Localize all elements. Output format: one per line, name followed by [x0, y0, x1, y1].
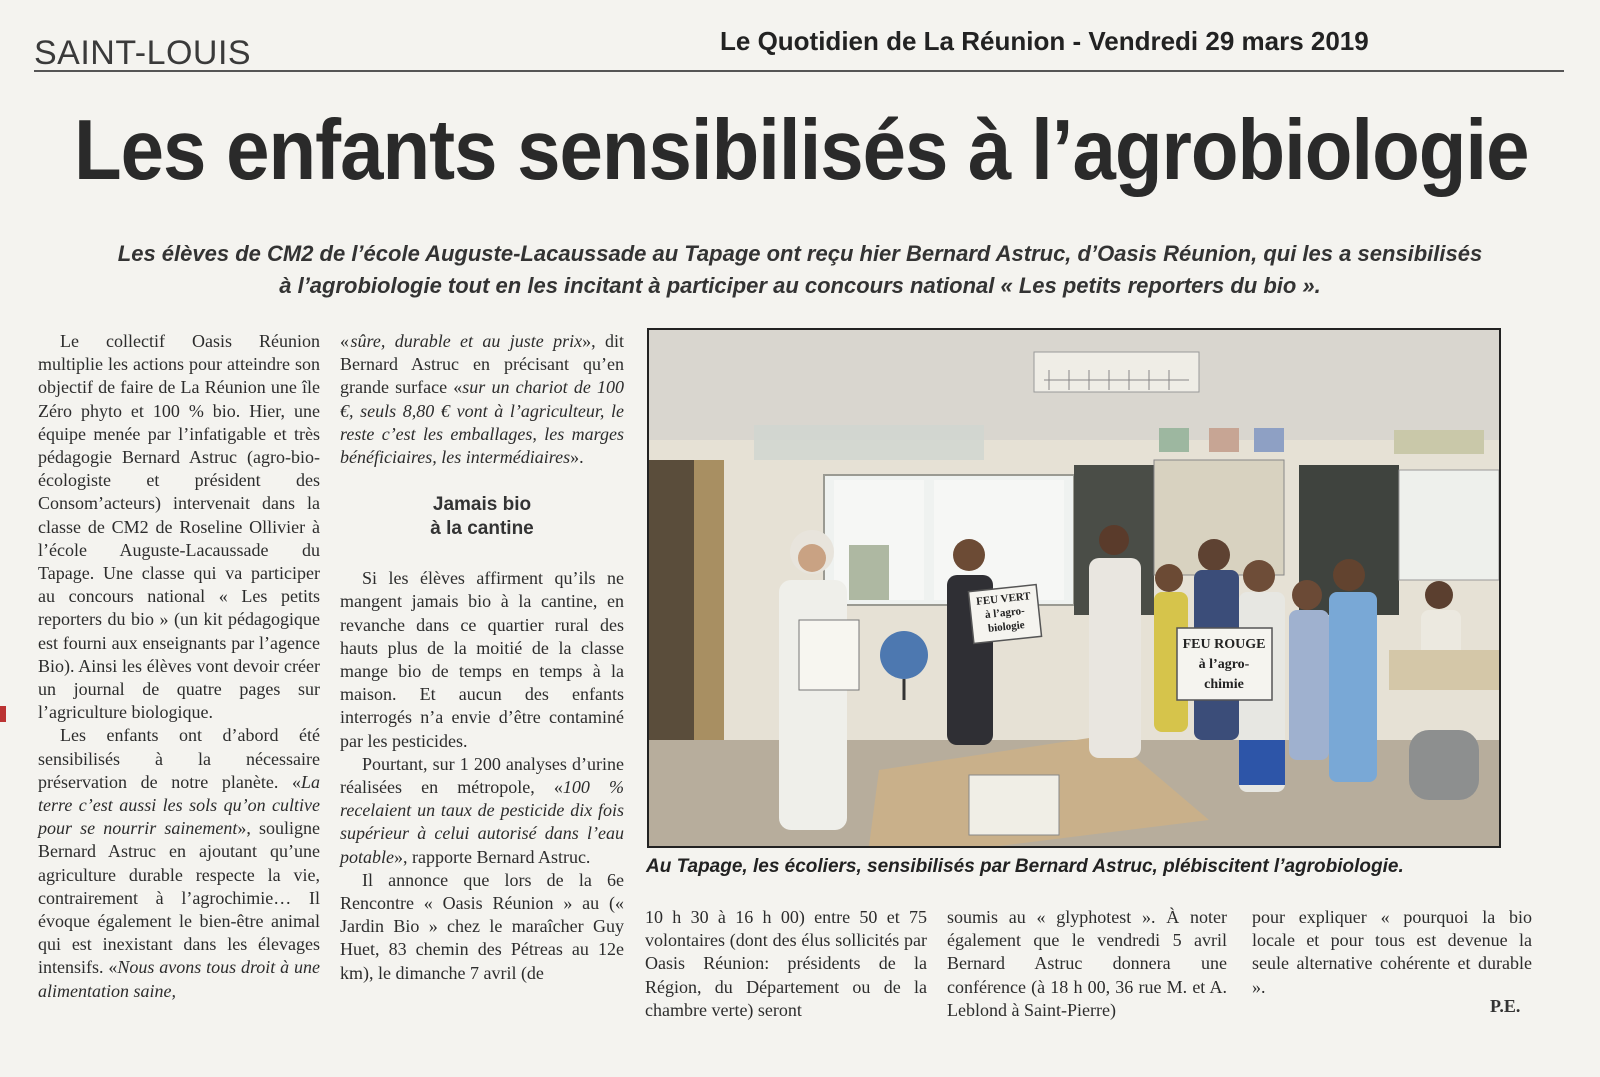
photo-caption: Au Tapage, les écoliers, sensibilisés par Bernard Astruc, plébiscitent l’agrobiologie. — [646, 856, 1404, 877]
paragraph: Le collectif Oasis Réunion multiplie les actions pour atteindre son objectif de faire de La Réunion une île Zéro phyto et 100 % bio. Hier, une équipe menée par l’infatigable et très pédagogie Bernard Astruc (agro-bio-écologiste et président des Consom’acteurs) intervenait dans la classe de CM2 de Roseline Ollivier à l’école Auguste-Lacaussade du Tapage. Une classe qui va participer au concours national « Les petits reporters du bio » (un kit pédagogique est fourni aux enseignants par l’agence Bio). Ainsi les élèves vont devoir créer un journal de quatre pages sur l’agriculture biologique. — [38, 331, 320, 723]
lead-line-1: Les élèves de CM2 de l’école Auguste-Lacaussade au Tapage ont reçu hier Bernard Astruc, d’Oasis Réunion, qui les a sensibilisés — [117, 241, 1483, 266]
article-column-1 — [38, 330, 320, 1003]
article-column-2 — [340, 330, 624, 985]
section-label: SAINT-LOUIS — [34, 34, 252, 72]
author-signature: P.E. — [1490, 996, 1521, 1016]
article-column-4 — [947, 906, 1227, 1022]
lead-line-2: à l’agrobiologie tout en les incitant à participer au concours national « Les petits reporters du bio ». — [279, 273, 1321, 298]
paragraph: pour expliquer « pourquoi la bio locale et pour tous est devenue la seule alternative cohérente et durable ». — [1252, 907, 1532, 997]
header-rule — [34, 70, 1564, 72]
sign-left-line-1: FEU VERT — [975, 590, 1032, 608]
article-column-5 — [1252, 906, 1532, 999]
sign-right-line-3: chimie — [1204, 677, 1244, 692]
paragraph: Il annonce que lors de la 6e Rencontre « Oasis Réunion » au (« Jardin Bio » chez le maraîcher Guy Huet, 83 chemin des Pétreas au 12e km), le dimanche 7 avril (de — [340, 869, 624, 983]
paragraph: 10 h 30 à 16 h 00) entre 50 et 75 volontaires (dont des élus sollicités par Oasis Réunion: présidents de la Région, du Département ou de la chambre verte) seront — [645, 907, 927, 1020]
paragraph: « sûre, durable et au juste prix», dit Bernard Astruc en précisant qu’en grande surface «sur un chariot de 100 €, seuls 8,80 € vont à l’agriculteur, le reste c’est les emballages, les marges bénéficiaires, les intermédiaires». — [340, 331, 625, 468]
quote: La terre c’est aussi les sols qu’on cultive pour se nourrir sainement — [38, 771, 320, 839]
paragraph: Si les élèves affirment qu’ils ne mangent jamais bio à la cantine, en revanche dans ce quartier rural des hauts plus de la moitié de la classe mange bio de temps en temps à la maison. Et aucun des enfants interrogés n’a envie d’être contaminé par les pesticides. — [340, 568, 624, 751]
quote: sûre, durable et au juste prix — [350, 331, 583, 351]
classroom-illustration — [649, 330, 1499, 846]
subheading: Jamais bio à la cantine — [430, 494, 534, 540]
headline: Les enfants sensibilisés à l’agrobiologie — [74, 101, 1529, 198]
article-column-3 — [645, 906, 927, 1022]
masthead: Le Quotidien de La Réunion - Vendredi 29 mars 2019 — [720, 26, 1369, 56]
lead-paragraph — [70, 238, 1530, 302]
quote: Nous avons tous droit à une alimentation saine, — [38, 957, 320, 1001]
paragraph: soumis au « glyphotest ». À noter également que le vendredi 5 avril Bernard Astruc donnera une conférence (à 18 h 00, 36 rue M. et A. Leblond à Saint-Pierre) — [947, 907, 1227, 1020]
sign-right-line-2: à l’agro- — [1198, 657, 1250, 672]
sign-left-line-3: biologie — [987, 619, 1026, 635]
quote: sur un chariot de 100 €, seuls 8,80 € vont à l’agriculteur, le reste c’est les emballages, les marges bénéficiaires, les intermédiaires — [340, 377, 625, 468]
sign-right-line-1: FEU ROUGE — [1182, 637, 1266, 652]
paragraph: Les enfants ont d’abord été sensibilisés à la nécessaire préservation de notre planète. «La terre c’est aussi les sols qu’on cultive pour se nourrir sainement», souligne Bernard Astruc en ajoutant qu’une agriculture durable respecte la vie, contrairement à l’agrochimie… Il évoque également le bien-être animal qui est inexistant dans les élevages intensifs. «Nous avons tous droit à une alimentation saine, — [38, 725, 320, 1001]
classroom-photo — [647, 328, 1501, 848]
quote: 100 % recelaient un taux de pesticide dix fois supérieur à celui autorisé dans l’eau potable — [340, 777, 624, 867]
sign-left-line-2: à l’agro- — [984, 604, 1026, 622]
paragraph: Pourtant, sur 1 200 analyses d’urine réalisées en métropole, «100 % recelaient un taux de pesticide dix fois supérieur à celui autorisé dans l’eau potable», rapporte Bernard Astruc. — [340, 753, 624, 867]
margin-mark — [0, 706, 6, 722]
